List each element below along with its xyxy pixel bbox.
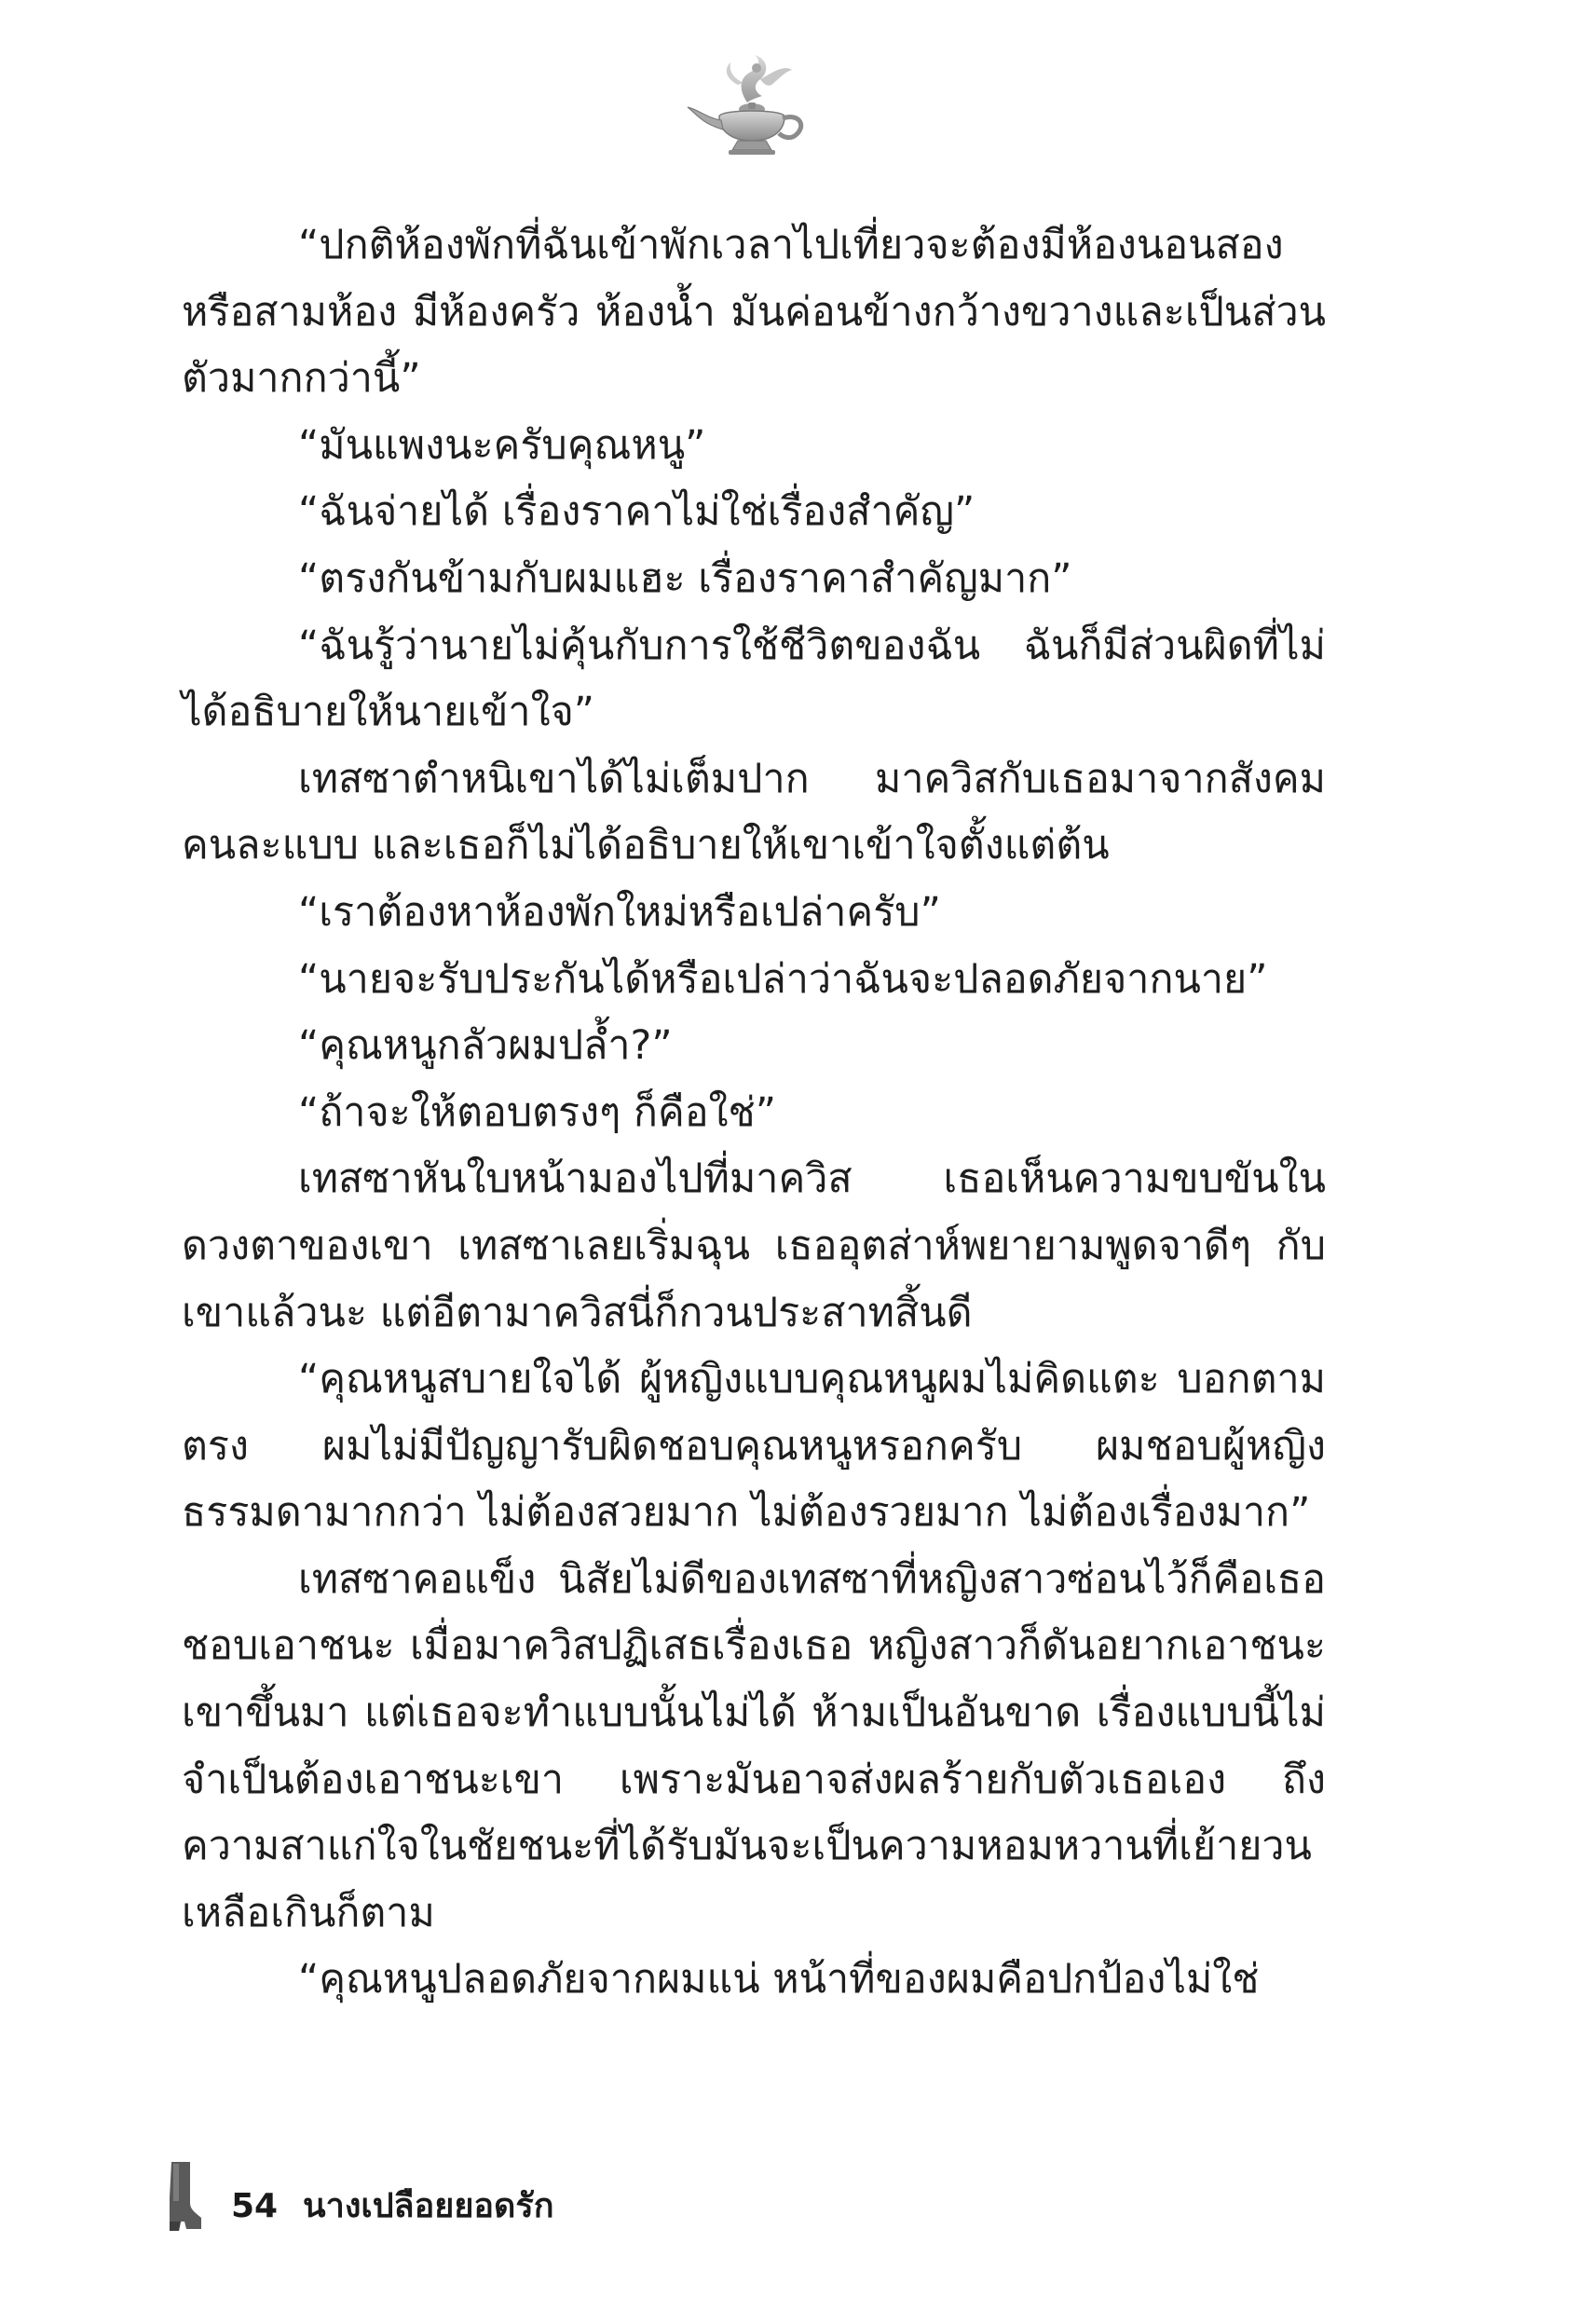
paragraph: “ถ้าจะให้ตอบตรงๆ ก็คือใช่”: [298, 1088, 776, 1136]
paragraph: “นายจะรับประกันได้หรือเปล่าว่าฉันจะปลอดภัยจากนาย”: [298, 955, 1268, 1003]
paragraph: “คุณหนูสบายใจได้ ผู้หญิงแบบคุณหนูผมไม่คิดแตะ บอกตามตรง ผมไม่มีปัญญารับผิดชอบคุณหนูหรอกครับ ผมชอบผู้หญิงธรรมดามากกว่า ไม่ต้องสวยมาก ไม่ต้องรวยมาก ไม่ต้องเรื่องมาก”: [182, 1356, 1326, 1537]
page-number: 54: [231, 2187, 279, 2225]
paragraph: “คุณหนูปลอดภัยจากผมแน่ หน้าที่ของผมคือปกป้องไม่ใช่: [298, 1956, 1260, 2003]
page-footer: [158, 2160, 811, 2233]
boot-icon: [158, 2160, 205, 2233]
paragraph: “มันแพงนะครับคุณหนู”: [298, 421, 706, 469]
book-title: นางเปลือยยอดรัก: [303, 2187, 554, 2225]
paragraph: “คุณหนูกลัวผมปล้ำ?”: [298, 1022, 673, 1070]
paragraph: “ฉันจ่ายได้ เรื่องราคาไม่ใช่เรื่องสำคัญ”: [298, 488, 975, 536]
paragraph: “ตรงกันข้ามกับผมแฮะ เรื่องราคาสำคัญมาก”: [298, 554, 1072, 602]
paragraph: “ปกติห้องพักที่ฉันเข้าพักเวลาไปเที่ยวจะต้องมีห้องนอนสองหรือสามห้อง มีห้องครัว ห้องน้ำ มันค่อนข้างกว้างขวางและเป็นส่วนตัวมากกว่านี้”: [182, 222, 1326, 403]
paragraph: เทสซาหันใบหน้ามองไปที่มาควิส เธอเห็นความขบขันในดวงตาของเขา เทสซาเลยเริ่มฉุน เธออุตส่าห์พยายามพูดจาดีๆ กับเขาแล้วนะ แต่อีตามาควิสนี่ก็กวนประสาทสิ้นดี: [182, 1156, 1326, 1336]
body-text: [182, 212, 1326, 2014]
genie-lamp-icon: [682, 51, 822, 163]
paragraph: เทสซาคอแข็ง นิสัยไม่ดีของเทสซาที่หญิงสาวซ่อนไว้ก็คือเธอชอบเอาชนะ เมื่อมาควิสปฏิเสธเรื่องเธอ หญิงสาวก็ดันอยากเอาชนะเขาขึ้นมา แต่เธอจะทำแบบนั้นไม่ได้ ห้ามเป็นอันขาด เรื่องแบบนี้ไม่จำเป็นต้องเอาชนะเขา เพราะมันอาจส่งผลร้ายกับตัวเธอเอง ถึงความสาแก่ใจในชัยชนะที่ได้รับมันจะเป็นความหอมหวานที่เย้ายวนเหลือเกินก็ตาม: [182, 1555, 1326, 1936]
paragraph: เทสซาตำหนิเขาได้ไม่เต็มปาก มาควิสกับเธอมาจากสังคมคนละแบบ และเธอก็ไม่ได้อธิบายให้เขาเข้าใจตั้งแต่ต้น: [182, 755, 1326, 869]
paragraph: “เราต้องหาห้องพักใหม่หรือเปล่าครับ”: [298, 888, 941, 936]
paragraph: “ฉันรู้ว่านายไม่คุ้นกับการใช้ชีวิตของฉัน ฉันก็มีส่วนผิดที่ไม่ได้อธิบายให้นายเข้าใจ”: [182, 622, 1326, 736]
